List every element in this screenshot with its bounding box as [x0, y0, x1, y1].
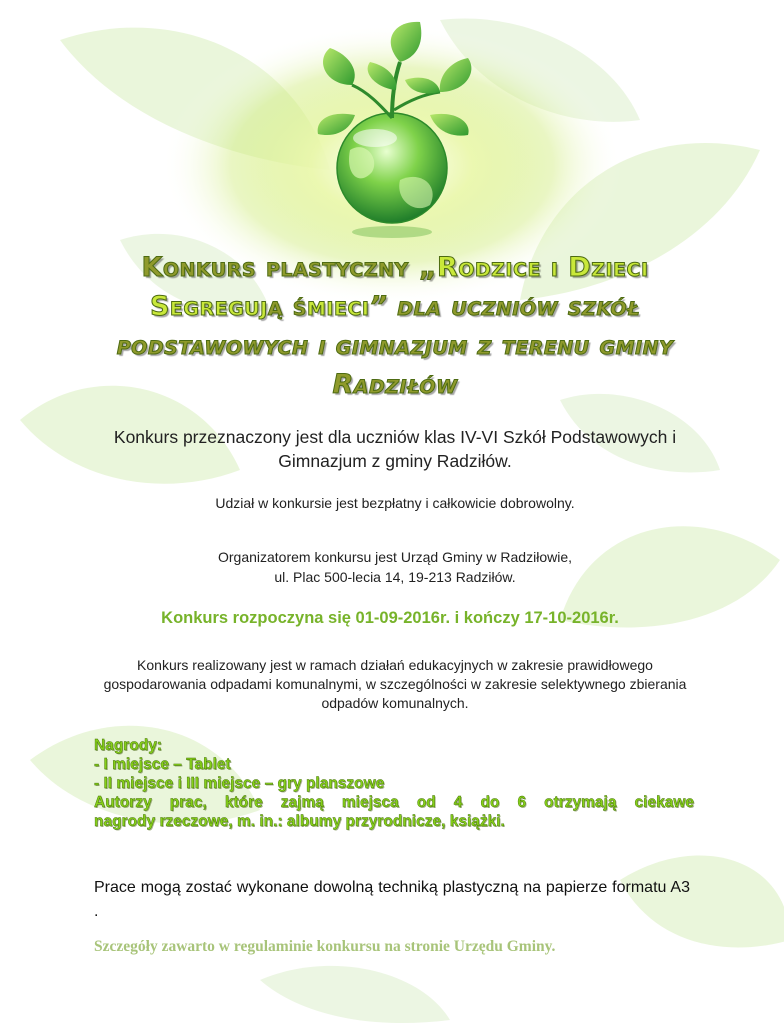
prize-others-line-2: nagrody rzeczowe, m. in.: albumy przyrodnicze, książki.	[94, 813, 505, 830]
free-note: Udział w konkursie jest bezpłatny i całkowicie dobrowolny.	[215, 495, 575, 511]
contest-dates: Konkurs rozpoczyna się 01-09-2016r. i kończy 17-10-2016r.	[161, 609, 619, 627]
title-part-6: ” dla uczniów szkół podstawowych i gimnazjum z terenu gminy Radziłów	[116, 291, 674, 400]
title-part-4: ą ś	[267, 291, 307, 322]
technique-text: Prace mogą zostać wykonane dowolną techniką plastyczną na papierze formatu A3 .	[94, 879, 690, 920]
organizer-text	[110, 547, 680, 587]
scope-text: Konkurs realizowany jest w ramach działań edukacyjnych w zakresie prawidłowego gospodarowania odpadami komunalnymi, w szczególności w zakresie selektywnego zbierania odpadów komunalnych.	[103, 657, 687, 711]
prize-second-third: - II miejsce i III miejsce – gry planszowe	[94, 775, 385, 792]
title-part-3: Segreguj	[149, 291, 268, 322]
details-text: Szczegóły zawarto w regulaminie konkursu na stronie Urzędu Gminy.	[94, 938, 556, 955]
title-part-5: mieci	[306, 291, 370, 322]
prizes-section	[94, 736, 694, 831]
poster-title	[100, 248, 690, 404]
prize-first: - I miejsce – Tablet	[94, 756, 231, 773]
prizes-heading: Nagrody:	[94, 737, 163, 754]
organizer-line-2: ul. Plac 500-lecia 14, 19-213 Radziłów.	[274, 569, 516, 585]
title-part-1: Konkurs plastyczny „	[141, 252, 437, 283]
organizer-line-1: Organizatorem konkursu jest Urząd Gminy w Radziłowie,	[217, 549, 572, 565]
audience-text: Konkurs przeznaczony jest dla uczniów klas IV-VI Szkół Podstawowych i Gimnazjum z gminy Radziłów.	[113, 427, 677, 471]
prize-others-line-1: Autorzy prac, które zajmą miejsca od 4 do 6 otrzymają ciekawe	[94, 794, 694, 811]
title-part-2: Rodzice i Dzieci	[436, 252, 649, 283]
